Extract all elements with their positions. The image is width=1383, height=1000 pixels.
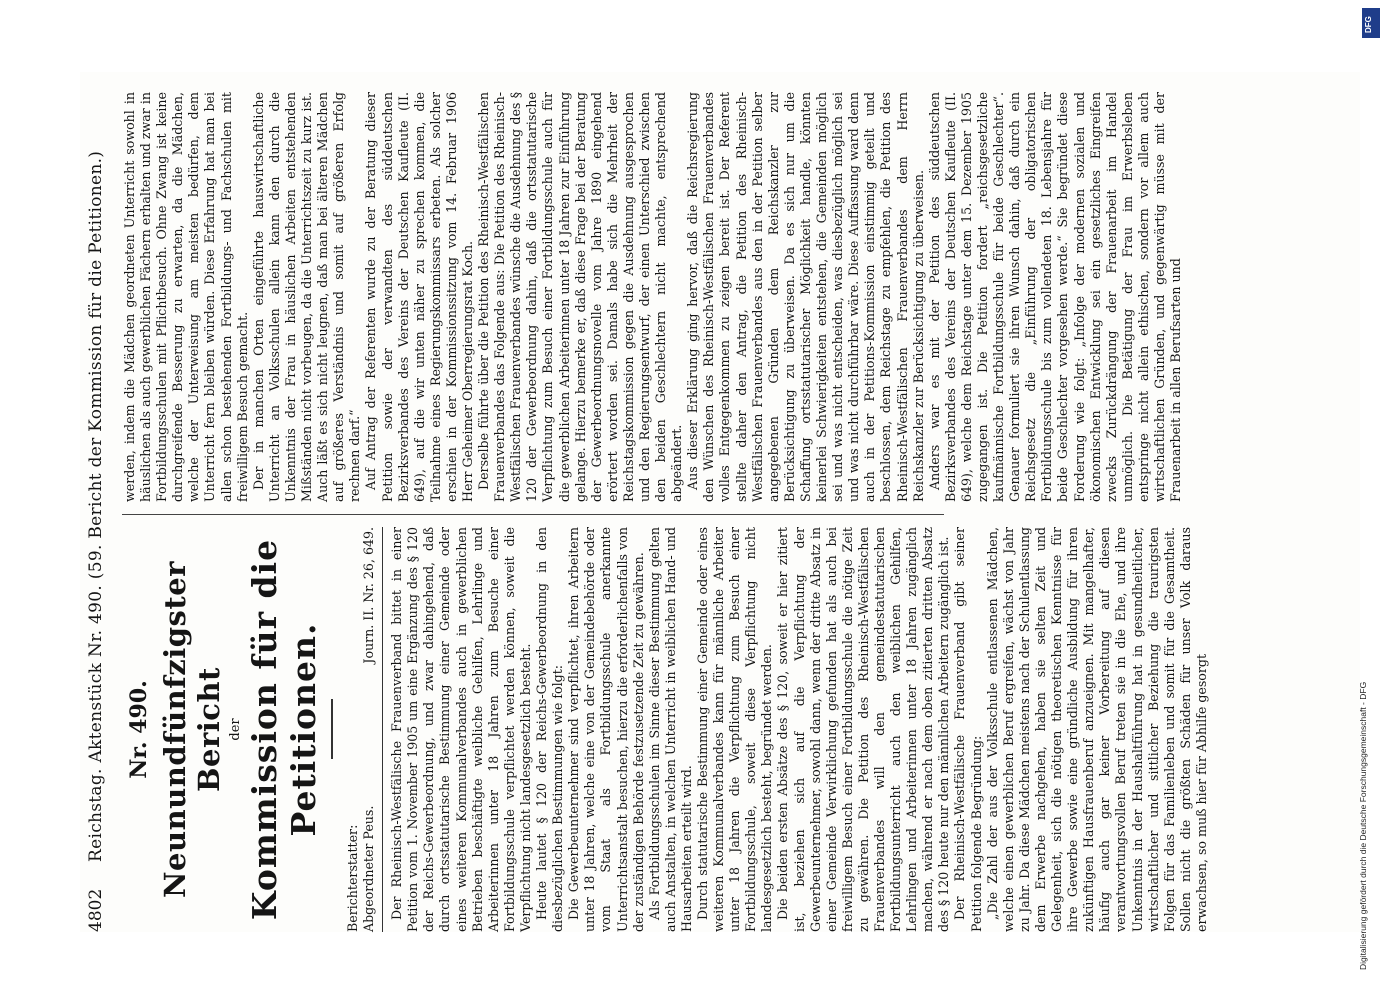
paragraph: Die beiden ersten Absätze des § 120, soweit er hier zitiert ist, beziehen sich auf die Verpflichtung der Gewerbeunternehmer, sowohl dann, wenn der dritte Absatz in einer Gemeinde Verwirklichung gefunden hat als auch bei freiwilligem Besuch einer Fortbildungsschule die nötige Zeit zu gewähren. Die Petition des Rheinisch-Westfälischen Frauenverbandes will den gemeindestatutarischen Fortbildungsunterricht auch den weiblichen Gehilfen, Lehrlingen und Arbeiterinnen unter 18 Jahren zugänglich machen, während er nach dem oben zitierten dritten Absatz des § 120 heute nur den männlichen Arbeitern zugänglich ist. (775, 527, 952, 932)
digitization-note (1358, 500, 1376, 970)
page-number: 4802 (86, 888, 106, 932)
paragraph: Aus dieser Erklärung ging hervor, daß die Reichsregierung den Wünschen des Rheinisch-Westfälischen Frauenverbandes volles Entgegenkommen zu zeigen bereit ist. Der Referent stellte daher den Antrag, die Petition des Rheinisch-Westfälischen Frauenverbandes aus den in der Petition selber angegebenen Gründen dem Reichskanzler zur Berücksichtigung zu überweisen. Da es sich nur um die Schaffung ortsstatutarischer Möglichkeit handle, könnten keinerlei Schwierigkeiten entstehen, die Gemeinden möglich sei und was nicht entscheiden, was diesbezüglich möglich sei und was nicht durchführbar wäre. Diese Auffassung ward denn auch in der Petitions-Kommission einstimmig geteilt und beschlossen, dem Reichstage zu empfehlen, die Petition des Rheinisch-Westfälischen Frauenverbandes dem Herrn Reichskanzler zur Berücksichtigung zu überweisen. (685, 92, 926, 502)
dfg-logo: DFG (1362, 8, 1380, 38)
document-number: Nr. 490. (126, 680, 152, 779)
paragraph: werden, indem die Mädchen geordneten Unterricht sowohl in häuslichen als auch gewerblichen Fächern erhalten und zwar in Fortbildungsschulen mit Pflichtbesuch. Ohne Zwang ist keine durchgreifende Besserung zu erwarten, da die Mädchen, welche der Unterweisung am meisten bedürfen, dem Unterricht fern bleiben würden. Diese Erfahrung hat man bei allen schon bestehenden Fortbildungs- und Fachschulen mit freiwilligem Besuch gemacht. (122, 92, 250, 502)
paragraph: Die Gewerbeunternehmer sind verpflichtet, ihren Arbeitern unter 18 Jahren, welche eine von der Gemeindebehörde oder vom Staat als Fortbildungsschule anerkannte Unterrichtsanstalt besuchen, hierzu die erforderlichenfalls von der zuständigen Behörde festzusetzende Zeit zu gewähren. (566, 527, 646, 932)
rotated-page (80, 72, 1360, 932)
paragraph: Als Fortbildungsschulen im Sinne dieser Bestimmung gelten auch Anstalten, in welchen Unterricht in weiblichen Hand- und Hausarbeiten erteilt wird. (646, 527, 694, 932)
paragraph: Auf Antrag der Referenten wurde zu der Beratung dieser Petition sowie der verwandten des süddeutschen Bezirksverbandes des Vereins der Deutschen Kaufleute (II. 649), auf die wir unten näher zu sprechen kommen, die Teilnahme eines Regierungskommissars erbeten. Als solcher erschien in der Kommissionssitzung vom 14. Februar 1906 Herr Geheimer Oberregierungsrat Koch. (363, 92, 475, 502)
document-title-connector: der (228, 718, 243, 741)
paragraph: Derselbe führte über die Petition des Rheinisch-Westfälischen Frauenverbandes das Folgende aus: Die Petition des Rheinisch-Westfälischen Frauenverbandes wünsche die Ausdehnung des § 120 der Gewerbeordnung dahin, daß die ortsstatutarische Verpflichtung zum Besuch einer Fortbildungsschule auch für die gewerblichen Arbeiterinnen unter 18 Jahren zur Einführung gelange. Hierzu bemerke er, daß diese Frage bei der Beratung der Gewerbeordnungsnovelle vom Jahre 1890 eingehend erörtert worden sei. Damals habe sich die Mehrheit der Reichstagskommission gegen die Ausdehnung ausgesprochen und den Regierungsentwurf, der einen Unterschied zwischen den beiden Geschlechtern nicht machte, entsprechend abgeändert. (476, 92, 685, 502)
column-2 (122, 92, 1184, 502)
column-rule (122, 514, 944, 515)
document-subtitle: Kommission für die Petitionen. (245, 538, 323, 921)
digitization-note-text: Digitalisierung gefördert durch die Deutsche Forschungsgemeinschaft - DFG (1358, 681, 1368, 970)
document-title: Neunundfünfzigster Bericht (158, 561, 226, 898)
reporter-name: Abgeordneter Peus. (361, 805, 377, 932)
paragraph: „Die Zahl der aus der Volksschule entlassenen Mädchen, welche einen gewerblichen Beruf ergreifen, wächst von Jahr zu Jahr. Da diese Mädchen meistens nach der Schulentlassung dem Erwerbe nachgehen, haben sie selten Zeit und Gelegenheit, sich die nötigen theoretischen Kenntnisse für ihre Gewerbe sowie eine gründliche Ausbildung für ihren zukünftigen Hausfrauenberuf anzueignen. Mit mangelhafter, häufig auch gar keiner Vorbereitung auf diesen verantwortungsvollen Beruf treten sie in die Ehe, und ihre Unkenntnis in der Haushaltführung hat in gesundheitlicher, wirtschaftlicher und sittlicher Beziehung die traurigsten Folgen für das Familienleben und somit für die Gesamtheit. Sollen nicht die größten Schäden für unser Volk daraus erwachsen, so muß hier für Abhilfe gesorgt (984, 527, 1209, 932)
paragraph: Heute lautet § 120 der Reichs-Gewerbeordnung in den diesbezüglichen Bestimmungen wie folgt: (534, 527, 566, 932)
paragraph: Der Rheinisch-Westfälische Frauenverband bittet in einer Petition vom 1. November 1905 um eine Ergänzung des § 120 der Reichs-Gewerbeordnung, und zwar dahingehend, daß durch ortsstatutarische Bestimmung einer Gemeinde oder eines weiteren Kommunalverbandes auch in gewerblichen Betrieben beschäftigte weibliche Gehilfen, Lehrlinge und Arbeiterinnen unter 18 Jahren zum Besuche einer Fortbildungsschule verpflichtet werden können, soweit die Verpflichtung nicht landesgesetzlich besteht. (389, 527, 533, 932)
reporter-label: Berichterstatter: (345, 824, 360, 932)
column-1 (122, 527, 1210, 932)
paragraph: Der Rheinisch-Westfälische Frauenverband gibt seiner Petition folgende Begründung: (952, 527, 984, 932)
running-head: Reichstag. Aktenstück Nr. 490. (59. Bericht der Kommission für die Petitionen.) (86, 150, 106, 862)
paragraph: Der in manchen Orten eingeführte hauswirtschaftliche Unterricht an Volksschulen allein kann den durch die Unkenntnis der Frau in häuslichen Arbeiten entstehenden Mißständen nicht vorbeugen, da die Unterrichtszeit zu kurz ist. Auch läßt es sich nicht leugnen, daß man bei älteren Mädchen auf größeres Verständnis und somit auf größeren Erfolg rechnen darf.“ (250, 92, 363, 502)
reporter-divider (382, 527, 383, 932)
paragraph: Durch statutarische Bestimmung einer Gemeinde oder eines weiteren Kommunalverbandes kann für männliche Arbeiter unter 18 Jahren die Verpflichtung zum Besuch einer Fortbildungsschule, soweit diese Verpflichtung nicht landesgesetzlich besteht, begründet werden. (694, 527, 775, 932)
journal-reference: Journ. II. Nr. 26, 649. (361, 527, 377, 664)
title-divider (331, 700, 333, 760)
reporter-block (345, 527, 377, 932)
paragraph: Anders war es mit der Petition des süddeutschen Bezirksverbandes des Vereins der Deutschen Kaufleute (II. 649), welche dem Reichstage unter dem 15. Dezember 1905 zugegangen ist. Die Petition fordert „reichsgesetzliche kaufmännische Fortbildungsschule für beide Geschlechter“. Genauer formuliert sie ihren Wunsch dahin, daß durch ein Reichsgesetz die „Einführung der obligatorischen Fortbildungsschule bis zum vollendeten 18. Lebensjahre für beide Geschlechter vorgesehen werde.“ Sie begründet diese Forderung wie folgt: „Infolge der modernen sozialen und ökonomischen Entwicklung sei ein gesetzliches Eingreifen zwecks Zurückdrängung der Frauenarbeit im Handel unmöglich. Die Betätigung der Frau im Erwerbsleben entspringe nicht allein ethischen, sondern vor allem auch wirtschaftlichen Gründen, und gegenwärtig müsse mit der Frauenarbeit in allen Berufsarten und (926, 92, 1184, 502)
page-header (80, 72, 114, 932)
